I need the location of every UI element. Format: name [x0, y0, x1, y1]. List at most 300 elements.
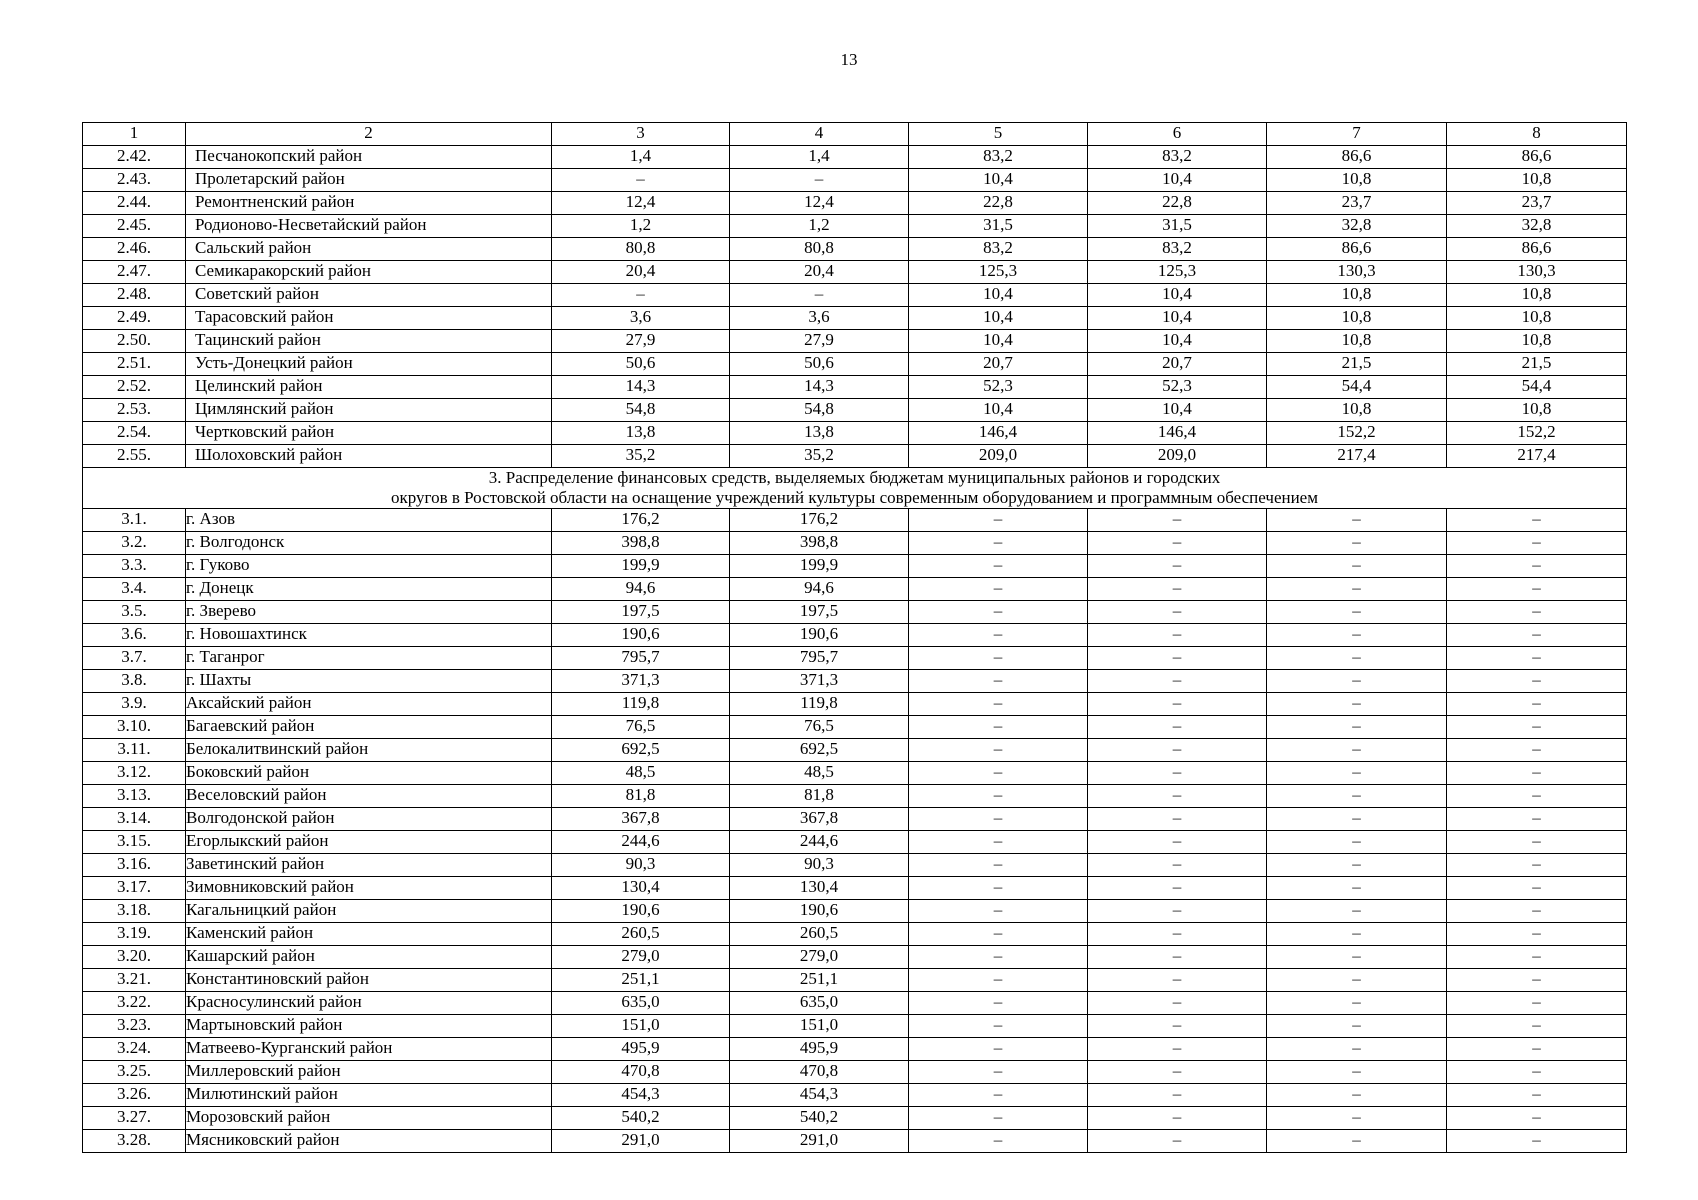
row-number: 3.17.: [83, 877, 186, 900]
value-cell-4: 12,4: [730, 192, 909, 215]
column-number-5: 5: [909, 123, 1088, 146]
value-cell-8: 54,4: [1447, 376, 1627, 399]
value-cell-8: –: [1447, 877, 1627, 900]
value-cell-5: –: [909, 808, 1088, 831]
table-row: [83, 854, 1627, 877]
value-cell-5: –: [909, 946, 1088, 969]
table-body: [83, 123, 1627, 1153]
row-number: 2.47.: [83, 261, 186, 284]
value-cell-6: 10,4: [1088, 330, 1267, 353]
row-name: Боковский район: [186, 762, 552, 785]
table-row: [83, 1015, 1627, 1038]
value-cell-5: 10,4: [909, 330, 1088, 353]
value-cell-8: –: [1447, 900, 1627, 923]
value-cell-3: 54,8: [552, 399, 730, 422]
value-cell-5: 209,0: [909, 445, 1088, 468]
value-cell-8: 152,2: [1447, 422, 1627, 445]
row-name: Усть-Донецкий район: [186, 353, 552, 376]
value-cell-5: –: [909, 739, 1088, 762]
value-cell-3: 635,0: [552, 992, 730, 1015]
value-cell-7: 152,2: [1267, 422, 1447, 445]
value-cell-4: 1,4: [730, 146, 909, 169]
value-cell-7: –: [1267, 992, 1447, 1015]
value-cell-8: –: [1447, 831, 1627, 854]
value-cell-5: –: [909, 1038, 1088, 1061]
value-cell-3: 495,9: [552, 1038, 730, 1061]
value-cell-4: 151,0: [730, 1015, 909, 1038]
row-name: г. Новошахтинск: [186, 624, 552, 647]
row-name: Семикаракорский район: [186, 261, 552, 284]
value-cell-8: –: [1447, 946, 1627, 969]
row-name: Морозовский район: [186, 1107, 552, 1130]
value-cell-3: 90,3: [552, 854, 730, 877]
table-row: [83, 1107, 1627, 1130]
value-cell-8: –: [1447, 578, 1627, 601]
value-cell-5: –: [909, 716, 1088, 739]
row-number: 2.43.: [83, 169, 186, 192]
column-number-8: 8: [1447, 123, 1627, 146]
value-cell-5: 20,7: [909, 353, 1088, 376]
row-name: Ремонтненский район: [186, 192, 552, 215]
row-name: Шолоховский район: [186, 445, 552, 468]
row-name: Багаевский район: [186, 716, 552, 739]
value-cell-8: –: [1447, 601, 1627, 624]
value-cell-7: –: [1267, 739, 1447, 762]
row-number: 3.18.: [83, 900, 186, 923]
value-cell-4: 635,0: [730, 992, 909, 1015]
value-cell-8: –: [1447, 509, 1627, 532]
table-row: [83, 422, 1627, 445]
value-cell-7: –: [1267, 877, 1447, 900]
table-row: [83, 877, 1627, 900]
value-cell-3: 251,1: [552, 969, 730, 992]
value-cell-5: –: [909, 992, 1088, 1015]
value-cell-3: 371,3: [552, 670, 730, 693]
row-name: Заветинский район: [186, 854, 552, 877]
value-cell-6: –: [1088, 601, 1267, 624]
row-name: Константиновский район: [186, 969, 552, 992]
value-cell-6: –: [1088, 509, 1267, 532]
value-cell-6: 83,2: [1088, 146, 1267, 169]
value-cell-4: 27,9: [730, 330, 909, 353]
value-cell-7: 86,6: [1267, 146, 1447, 169]
table-row: [83, 762, 1627, 785]
value-cell-4: –: [730, 284, 909, 307]
value-cell-7: –: [1267, 946, 1447, 969]
row-name: Целинский район: [186, 376, 552, 399]
table-row: [83, 808, 1627, 831]
value-cell-7: –: [1267, 670, 1447, 693]
value-cell-3: 260,5: [552, 923, 730, 946]
value-cell-4: 244,6: [730, 831, 909, 854]
value-cell-8: –: [1447, 532, 1627, 555]
row-number: 2.49.: [83, 307, 186, 330]
row-name: г. Шахты: [186, 670, 552, 693]
value-cell-3: 454,3: [552, 1084, 730, 1107]
value-cell-5: –: [909, 854, 1088, 877]
value-cell-3: 291,0: [552, 1130, 730, 1153]
row-number: 3.2.: [83, 532, 186, 555]
row-number: 3.20.: [83, 946, 186, 969]
value-cell-5: –: [909, 578, 1088, 601]
row-name: Мясниковский район: [186, 1130, 552, 1153]
value-cell-5: –: [909, 1084, 1088, 1107]
value-cell-5: –: [909, 647, 1088, 670]
value-cell-7: –: [1267, 1130, 1447, 1153]
row-name: Аксайский район: [186, 693, 552, 716]
row-name: г. Донецк: [186, 578, 552, 601]
value-cell-8: 10,8: [1447, 284, 1627, 307]
value-cell-5: –: [909, 831, 1088, 854]
value-cell-7: –: [1267, 1084, 1447, 1107]
value-cell-3: 80,8: [552, 238, 730, 261]
value-cell-8: –: [1447, 854, 1627, 877]
column-number-6: 6: [1088, 123, 1267, 146]
value-cell-6: –: [1088, 808, 1267, 831]
value-cell-7: 54,4: [1267, 376, 1447, 399]
value-cell-3: 795,7: [552, 647, 730, 670]
value-cell-6: –: [1088, 762, 1267, 785]
value-cell-3: 151,0: [552, 1015, 730, 1038]
row-number: 3.13.: [83, 785, 186, 808]
column-number-1: 1: [83, 123, 186, 146]
table-row: [83, 353, 1627, 376]
value-cell-4: 692,5: [730, 739, 909, 762]
value-cell-8: –: [1447, 716, 1627, 739]
table-row: [83, 330, 1627, 353]
row-name: Мартыновский район: [186, 1015, 552, 1038]
row-name: Волгодонской район: [186, 808, 552, 831]
value-cell-8: –: [1447, 1107, 1627, 1130]
value-cell-6: 20,7: [1088, 353, 1267, 376]
value-cell-4: 367,8: [730, 808, 909, 831]
table-row: [83, 1130, 1627, 1153]
value-cell-6: 10,4: [1088, 284, 1267, 307]
value-cell-8: –: [1447, 693, 1627, 716]
value-cell-7: –: [1267, 647, 1447, 670]
table-row: [83, 192, 1627, 215]
value-cell-6: –: [1088, 716, 1267, 739]
row-number: 2.51.: [83, 353, 186, 376]
value-cell-7: –: [1267, 601, 1447, 624]
value-cell-7: –: [1267, 785, 1447, 808]
value-cell-6: 10,4: [1088, 307, 1267, 330]
value-cell-6: –: [1088, 877, 1267, 900]
value-cell-6: –: [1088, 1107, 1267, 1130]
value-cell-4: 48,5: [730, 762, 909, 785]
value-cell-7: 10,8: [1267, 330, 1447, 353]
value-cell-4: 199,9: [730, 555, 909, 578]
value-cell-8: 10,8: [1447, 307, 1627, 330]
value-cell-8: –: [1447, 785, 1627, 808]
value-cell-8: –: [1447, 1084, 1627, 1107]
value-cell-4: 190,6: [730, 900, 909, 923]
value-cell-5: –: [909, 555, 1088, 578]
row-name: Советский район: [186, 284, 552, 307]
table-row: [83, 624, 1627, 647]
row-name: г. Таганрог: [186, 647, 552, 670]
value-cell-3: 692,5: [552, 739, 730, 762]
value-cell-4: 454,3: [730, 1084, 909, 1107]
row-number: 3.27.: [83, 1107, 186, 1130]
table-row: [83, 284, 1627, 307]
row-number: 2.44.: [83, 192, 186, 215]
value-cell-3: 244,6: [552, 831, 730, 854]
row-number: 3.1.: [83, 509, 186, 532]
value-cell-7: 23,7: [1267, 192, 1447, 215]
row-name: Родионово-Несветайский район: [186, 215, 552, 238]
value-cell-8: –: [1447, 555, 1627, 578]
row-number: 3.14.: [83, 808, 186, 831]
value-cell-6: –: [1088, 624, 1267, 647]
column-number-3: 3: [552, 123, 730, 146]
value-cell-4: 398,8: [730, 532, 909, 555]
table-row: [83, 1038, 1627, 1061]
value-cell-3: 470,8: [552, 1061, 730, 1084]
row-number: 2.45.: [83, 215, 186, 238]
value-cell-7: –: [1267, 1107, 1447, 1130]
row-number: 3.6.: [83, 624, 186, 647]
table-row: [83, 1061, 1627, 1084]
value-cell-6: –: [1088, 1084, 1267, 1107]
value-cell-7: –: [1267, 762, 1447, 785]
value-cell-4: 197,5: [730, 601, 909, 624]
value-cell-7: 10,8: [1267, 169, 1447, 192]
row-name: Пролетарский район: [186, 169, 552, 192]
value-cell-6: 52,3: [1088, 376, 1267, 399]
table-row: [83, 693, 1627, 716]
value-cell-8: –: [1447, 739, 1627, 762]
table-row: [83, 946, 1627, 969]
value-cell-7: 217,4: [1267, 445, 1447, 468]
value-cell-6: –: [1088, 946, 1267, 969]
value-cell-8: –: [1447, 1130, 1627, 1153]
value-cell-8: –: [1447, 1015, 1627, 1038]
row-number: 2.52.: [83, 376, 186, 399]
value-cell-5: –: [909, 693, 1088, 716]
row-name: г. Азов: [186, 509, 552, 532]
value-cell-4: 13,8: [730, 422, 909, 445]
table-row: [83, 578, 1627, 601]
value-cell-4: 94,6: [730, 578, 909, 601]
row-name: Кагальницкий район: [186, 900, 552, 923]
value-cell-3: 13,8: [552, 422, 730, 445]
table-row: [83, 509, 1627, 532]
value-cell-6: –: [1088, 969, 1267, 992]
value-cell-4: 251,1: [730, 969, 909, 992]
value-cell-7: –: [1267, 831, 1447, 854]
value-cell-6: –: [1088, 785, 1267, 808]
value-cell-3: 1,4: [552, 146, 730, 169]
value-cell-3: 27,9: [552, 330, 730, 353]
row-number: 2.50.: [83, 330, 186, 353]
value-cell-4: 470,8: [730, 1061, 909, 1084]
value-cell-6: –: [1088, 992, 1267, 1015]
value-cell-7: 86,6: [1267, 238, 1447, 261]
section-3-title-line-1: 3. Распределение финансовых средств, выделяемых бюджетам муниципальных районов и городских: [488, 468, 1221, 487]
value-cell-4: –: [730, 169, 909, 192]
allocation-table: [82, 122, 1627, 1153]
row-number: 3.15.: [83, 831, 186, 854]
value-cell-3: 190,6: [552, 624, 730, 647]
row-name: Чертковский район: [186, 422, 552, 445]
value-cell-5: 146,4: [909, 422, 1088, 445]
row-name: Белокалитвинский район: [186, 739, 552, 762]
row-name: Тарасовский район: [186, 307, 552, 330]
value-cell-8: –: [1447, 647, 1627, 670]
value-cell-6: –: [1088, 532, 1267, 555]
value-cell-4: 795,7: [730, 647, 909, 670]
table-row: [83, 923, 1627, 946]
row-number: 3.11.: [83, 739, 186, 762]
table-row: [83, 169, 1627, 192]
value-cell-8: 10,8: [1447, 330, 1627, 353]
value-cell-8: –: [1447, 762, 1627, 785]
value-cell-5: 10,4: [909, 169, 1088, 192]
value-cell-3: 12,4: [552, 192, 730, 215]
value-cell-3: 20,4: [552, 261, 730, 284]
row-name: Веселовский район: [186, 785, 552, 808]
value-cell-4: 20,4: [730, 261, 909, 284]
table-row: [83, 1084, 1627, 1107]
value-cell-7: –: [1267, 1015, 1447, 1038]
value-cell-7: –: [1267, 532, 1447, 555]
row-number: 2.53.: [83, 399, 186, 422]
value-cell-8: –: [1447, 624, 1627, 647]
row-name: Цимлянский район: [186, 399, 552, 422]
value-cell-6: 146,4: [1088, 422, 1267, 445]
value-cell-3: 14,3: [552, 376, 730, 399]
value-cell-3: –: [552, 169, 730, 192]
column-number-4: 4: [730, 123, 909, 146]
row-number: 3.26.: [83, 1084, 186, 1107]
value-cell-3: 119,8: [552, 693, 730, 716]
value-cell-5: –: [909, 1130, 1088, 1153]
value-cell-7: 10,8: [1267, 307, 1447, 330]
value-cell-7: –: [1267, 578, 1447, 601]
value-cell-3: –: [552, 284, 730, 307]
value-cell-8: –: [1447, 1061, 1627, 1084]
value-cell-5: 22,8: [909, 192, 1088, 215]
row-number: 2.55.: [83, 445, 186, 468]
row-name: Кашарский район: [186, 946, 552, 969]
table-row: [83, 785, 1627, 808]
value-cell-4: 176,2: [730, 509, 909, 532]
value-cell-3: 35,2: [552, 445, 730, 468]
value-cell-5: 125,3: [909, 261, 1088, 284]
value-cell-7: –: [1267, 1038, 1447, 1061]
table-row: [83, 238, 1627, 261]
row-number: 2.54.: [83, 422, 186, 445]
value-cell-4: 130,4: [730, 877, 909, 900]
table-row: [83, 992, 1627, 1015]
value-cell-4: 260,5: [730, 923, 909, 946]
row-name: Зимовниковский район: [186, 877, 552, 900]
table-row: [83, 716, 1627, 739]
table-row: [83, 555, 1627, 578]
value-cell-6: –: [1088, 900, 1267, 923]
value-cell-7: –: [1267, 1061, 1447, 1084]
value-cell-3: 76,5: [552, 716, 730, 739]
row-number: 3.16.: [83, 854, 186, 877]
value-cell-6: –: [1088, 555, 1267, 578]
value-cell-5: –: [909, 670, 1088, 693]
value-cell-4: 14,3: [730, 376, 909, 399]
value-cell-8: 10,8: [1447, 399, 1627, 422]
value-cell-4: 190,6: [730, 624, 909, 647]
row-number: 3.10.: [83, 716, 186, 739]
value-cell-6: –: [1088, 578, 1267, 601]
value-cell-4: 54,8: [730, 399, 909, 422]
value-cell-7: 21,5: [1267, 353, 1447, 376]
table-row: [83, 532, 1627, 555]
table-row: [83, 969, 1627, 992]
row-number: 3.9.: [83, 693, 186, 716]
value-cell-5: –: [909, 923, 1088, 946]
value-cell-4: 3,6: [730, 307, 909, 330]
value-cell-5: –: [909, 601, 1088, 624]
value-cell-6: –: [1088, 693, 1267, 716]
table-row: [83, 647, 1627, 670]
value-cell-5: –: [909, 1107, 1088, 1130]
value-cell-3: 50,6: [552, 353, 730, 376]
row-number: 2.46.: [83, 238, 186, 261]
table-row: [83, 399, 1627, 422]
page-number: 13: [840, 50, 858, 69]
value-cell-4: 81,8: [730, 785, 909, 808]
row-number: 3.24.: [83, 1038, 186, 1061]
value-cell-6: 10,4: [1088, 399, 1267, 422]
value-cell-7: –: [1267, 923, 1447, 946]
value-cell-3: 197,5: [552, 601, 730, 624]
value-cell-7: –: [1267, 854, 1447, 877]
value-cell-4: 80,8: [730, 238, 909, 261]
value-cell-6: 10,4: [1088, 169, 1267, 192]
value-cell-6: –: [1088, 670, 1267, 693]
value-cell-5: –: [909, 969, 1088, 992]
row-name: Песчанокопский район: [186, 146, 552, 169]
value-cell-8: –: [1447, 969, 1627, 992]
row-name: Милютинский район: [186, 1084, 552, 1107]
row-name: Красносулинский район: [186, 992, 552, 1015]
value-cell-8: 86,6: [1447, 146, 1627, 169]
value-cell-4: 540,2: [730, 1107, 909, 1130]
value-cell-3: 176,2: [552, 509, 730, 532]
row-name: г. Гуково: [186, 555, 552, 578]
value-cell-4: 1,2: [730, 215, 909, 238]
value-cell-4: 50,6: [730, 353, 909, 376]
value-cell-6: –: [1088, 831, 1267, 854]
value-cell-8: –: [1447, 670, 1627, 693]
row-number: 3.4.: [83, 578, 186, 601]
section-3-heading-row: [83, 468, 1627, 509]
value-cell-3: 279,0: [552, 946, 730, 969]
value-cell-3: 190,6: [552, 900, 730, 923]
value-cell-8: –: [1447, 992, 1627, 1015]
value-cell-5: –: [909, 785, 1088, 808]
value-cell-6: –: [1088, 854, 1267, 877]
value-cell-5: 10,4: [909, 307, 1088, 330]
row-name: Егорлыкский район: [186, 831, 552, 854]
section-3-heading: [83, 468, 1627, 509]
value-cell-8: –: [1447, 1038, 1627, 1061]
value-cell-7: 10,8: [1267, 284, 1447, 307]
value-cell-6: 22,8: [1088, 192, 1267, 215]
value-cell-5: –: [909, 532, 1088, 555]
table-row: [83, 900, 1627, 923]
value-cell-7: –: [1267, 900, 1447, 923]
value-cell-7: –: [1267, 555, 1447, 578]
